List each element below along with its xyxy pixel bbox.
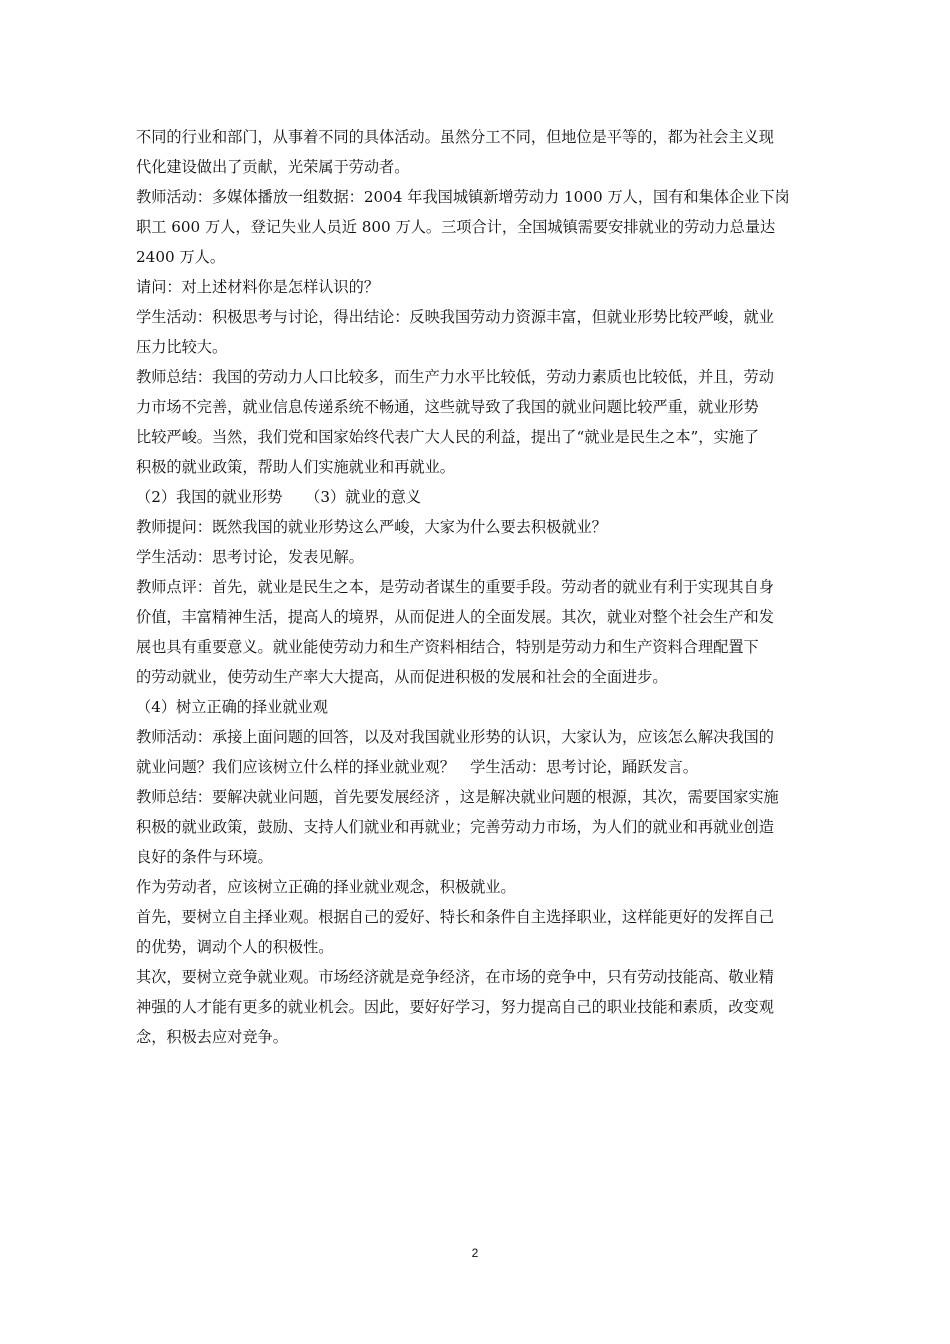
text-line: 不同的行业和部门，从事着不同的具体活动。虽然分工不同，但地位是平等的，都为社会主义现 [136,128,774,146]
text-line: 神强的人才能有更多的就业机会。因此，要好好学习，努力提高自己的职业技能和素质，改变观 [136,998,774,1016]
text-line: 比较严峻。当然，我们党和国家始终代表广大人民的利益，提出了“就业是民生之本”，实施了 [136,428,760,446]
text-line: 积极的就业政策，帮助人们实施就业和再就业。 [136,458,455,476]
text-line: 压力比较大。 [136,338,228,356]
text-line: 教师活动：承接上面问题的回答，以及对我国就业形势的认识，大家认为，应该怎么解决我国的 [136,728,774,746]
paragraph [136,122,818,1052]
page-number: 2 [471,1246,479,1260]
text-line: 教师提问：既然我国的就业形势这么严峻，大家为什么要去积极就业？ [136,518,607,536]
text-line: 的劳动就业，使劳动生产率大大提高，从而促进积极的发展和社会的全面进步。 [136,668,668,686]
text-line: 学生活动：思考讨论，发表见解。 [136,548,364,566]
text-line: 价值，丰富精神生活，提高人的境界，从而促进人的全面发展。其次，就业对整个社会生产和发 [136,608,774,626]
text-line: 就业问题？我们应该树立什么样的择业就业观？ 学生活动：思考讨论，踊跃发言。 [136,758,698,776]
text-line: 的优势，调动个人的积极性。 [136,938,334,956]
section-heading: （4）树立正确的择业就业观 [136,698,328,716]
text-line: 展也具有重要意义。就业能使劳动力和生产资料相结合，特别是劳动力和生产资料合理配置下 [136,638,759,656]
text-line: 念，积极去应对竞争。 [136,1028,288,1046]
text-line: 学生活动：积极思考与讨论，得出结论：反映我国劳动力资源丰富，但就业形势比较严峻，就业 [136,308,774,326]
text-line: 力市场不完善，就业信息传递系统不畅通，这些就导致了我国的就业问题比较严重，就业形势 [136,398,759,416]
text-line: 请问：对上述材料你是怎样认识的？ [136,278,379,296]
document-body [136,122,818,1052]
text-line: 教师点评：首先，就业是民生之本，是劳动者谋生的重要手段。劳动者的就业有利于实现其自身 [136,578,774,596]
text-line: 其次，要树立竞争就业观。市场经济就是竞争经济，在市场的竞争中，只有劳动技能高、敬业精 [136,968,774,986]
text-line: 教师活动：多媒体播放一组数据：2004 年我国城镇新增劳动力 1000 万人，国有和集体企业下岗 [136,188,790,206]
text-line: 积极的就业政策，鼓励、支持人们就业和再就业；完善劳动力市场，为人们的就业和再就业创造 [136,818,774,836]
text-line: 首先，要树立自主择业观。根据自己的爱好、特长和条件自主选择职业，这样能更好的发挥自己 [136,908,774,926]
text-line: 职工 600 万人，登记失业人员近 800 万人。三项合计，全国城镇需要安排就业的劳动力总量达 [136,218,776,236]
text-line: 教师总结：我国的劳动力人口比较多，而生产力水平比较低，劳动力素质也比较低，并且，劳动 [136,368,774,386]
text-line: 作为劳动者，应该树立正确的择业就业观念，积极就业。 [136,878,516,896]
text-line: 2400 万人。 [136,248,226,266]
text-line: 教师总结：要解决就业问题，首先要发展经济 ，这是解决就业问题的根源，其次，需要国家实施 [136,788,779,806]
text-line: 良好的条件与环境。 [136,848,273,866]
section-heading: （2）我国的就业形势 （3）就业的意义 [136,488,422,506]
text-line: 代化建设做出了贡献，光荣属于劳动者。 [136,158,410,176]
